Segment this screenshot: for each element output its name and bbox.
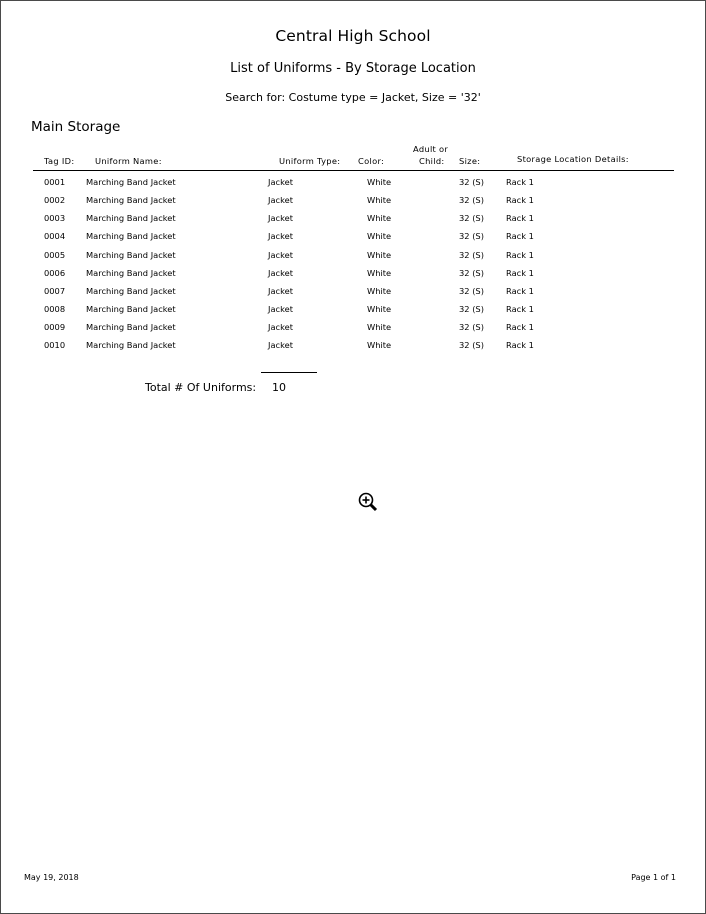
cell-color: White [367, 250, 392, 260]
header-child: Child: [419, 156, 445, 166]
search-criteria: Search for: Costume type = Jacket, Size = '32' [225, 91, 481, 104]
cell-color: White [367, 340, 392, 350]
cell-location: Rack 1 [506, 213, 534, 223]
cell-color: White [367, 268, 392, 278]
cell-color: White [367, 195, 392, 205]
cell-uniform-type: Jacket [268, 268, 293, 278]
cell-size: 32 (S) [459, 268, 484, 278]
header-size: Size: [459, 156, 481, 166]
cell-color: White [367, 177, 392, 187]
cell-size: 32 (S) [459, 322, 484, 332]
cell-tag-id: 0001 [44, 177, 66, 187]
cell-uniform-type: Jacket [268, 177, 293, 187]
cell-location: Rack 1 [506, 340, 534, 350]
cell-size: 32 (S) [459, 195, 484, 205]
cell-size: 32 (S) [459, 286, 484, 296]
total-divider [261, 372, 317, 373]
cell-size: 32 (S) [459, 340, 484, 350]
cell-uniform-name: Marching Band Jacket [86, 268, 176, 278]
cell-color: White [367, 231, 392, 241]
cell-size: 32 (S) [459, 177, 484, 187]
table-row [1, 340, 705, 358]
cell-location: Rack 1 [506, 250, 534, 260]
table-row [1, 322, 705, 340]
cell-location: Rack 1 [506, 268, 534, 278]
cell-location: Rack 1 [506, 322, 534, 332]
table-row [1, 304, 705, 322]
footer-date: May 19, 2018 [24, 873, 79, 882]
total-label: Total # Of Uniforms: [145, 381, 257, 394]
table-row [1, 177, 705, 195]
cell-size: 32 (S) [459, 231, 484, 241]
cell-tag-id: 0004 [44, 231, 66, 241]
zoom-in-icon[interactable] [357, 491, 379, 513]
cell-uniform-type: Jacket [268, 286, 293, 296]
total-value: 10 [272, 381, 286, 394]
table-row [1, 250, 705, 268]
cell-color: White [367, 213, 392, 223]
section-heading: Main Storage [31, 119, 121, 135]
cell-uniform-name: Marching Band Jacket [86, 213, 176, 223]
table-row [1, 231, 705, 249]
report-subtitle: List of Uniforms - By Storage Location [230, 61, 476, 76]
header-location: Storage Location Details: [517, 154, 629, 164]
cell-uniform-type: Jacket [268, 213, 293, 223]
cell-uniform-name: Marching Band Jacket [86, 250, 176, 260]
header-uniform-name: Uniform Name: [95, 156, 162, 166]
cell-tag-id: 0007 [44, 286, 66, 296]
cell-location: Rack 1 [506, 304, 534, 314]
header-color: Color: [358, 156, 385, 166]
cell-uniform-name: Marching Band Jacket [86, 286, 176, 296]
cell-tag-id: 0006 [44, 268, 66, 278]
header-divider [33, 170, 674, 171]
cell-uniform-name: Marching Band Jacket [86, 340, 176, 350]
cell-uniform-type: Jacket [268, 340, 293, 350]
cell-color: White [367, 286, 392, 296]
report-title: Central High School [275, 27, 431, 45]
cell-uniform-type: Jacket [268, 195, 293, 205]
table-row [1, 268, 705, 286]
table-row [1, 195, 705, 213]
cell-location: Rack 1 [506, 231, 534, 241]
cell-tag-id: 0005 [44, 250, 66, 260]
cell-uniform-type: Jacket [268, 231, 293, 241]
header-uniform-type: Uniform Type: [279, 156, 341, 166]
cell-uniform-type: Jacket [268, 250, 293, 260]
cell-location: Rack 1 [506, 177, 534, 187]
cell-uniform-name: Marching Band Jacket [86, 322, 176, 332]
table-row [1, 286, 705, 304]
footer-page-number: Page 1 of 1 [631, 873, 676, 882]
cell-size: 32 (S) [459, 213, 484, 223]
header-adult-or: Adult or [413, 144, 449, 154]
header-tag-id: Tag ID: [44, 156, 75, 166]
cell-size: 32 (S) [459, 304, 484, 314]
cell-tag-id: 0002 [44, 195, 66, 205]
cell-tag-id: 0010 [44, 340, 66, 350]
table-row [1, 213, 705, 231]
cell-uniform-name: Marching Band Jacket [86, 231, 176, 241]
cell-location: Rack 1 [506, 286, 534, 296]
cell-tag-id: 0003 [44, 213, 66, 223]
cell-color: White [367, 304, 392, 314]
cell-uniform-name: Marching Band Jacket [86, 195, 176, 205]
cell-size: 32 (S) [459, 250, 484, 260]
cell-uniform-type: Jacket [268, 304, 293, 314]
cell-tag-id: 0009 [44, 322, 66, 332]
cell-location: Rack 1 [506, 195, 534, 205]
cell-uniform-type: Jacket [268, 322, 293, 332]
cell-uniform-name: Marching Band Jacket [86, 177, 176, 187]
cell-uniform-name: Marching Band Jacket [86, 304, 176, 314]
cell-tag-id: 0008 [44, 304, 66, 314]
cell-color: White [367, 322, 392, 332]
